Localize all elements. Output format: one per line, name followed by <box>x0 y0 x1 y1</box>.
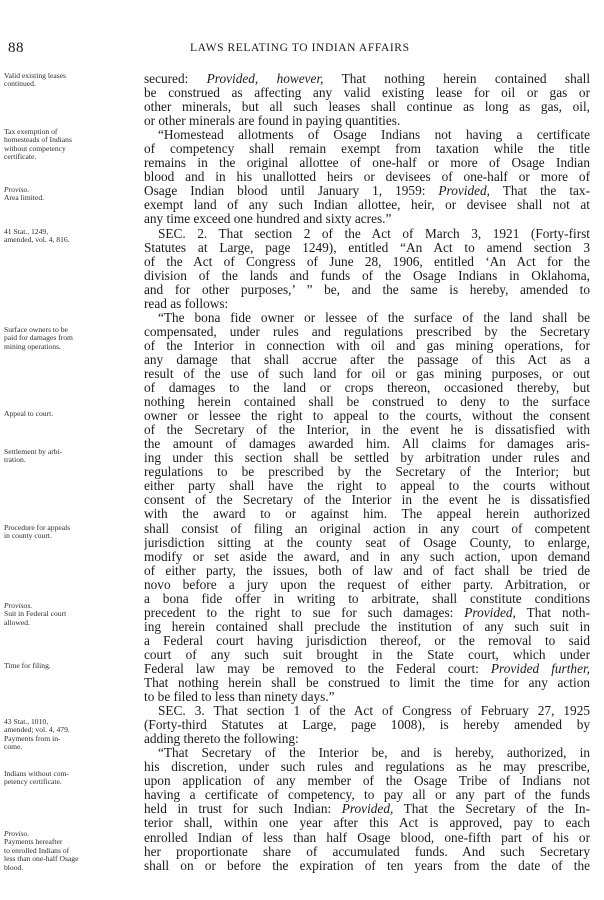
body-line: Federal law may be removed to the Federal court: Provided further, <box>144 661 590 676</box>
body-line: with the award to or against him. The appeal herein authorized <box>144 507 590 522</box>
margin-note-line: Appeal to court. <box>4 409 54 418</box>
margin-note-line: Time for filing. <box>4 661 51 670</box>
margin-note-line: homesteads of Indians <box>4 135 72 145</box>
body-line: secured: Provided, however, That nothing herein contained shall <box>144 72 590 86</box>
body-line: “Homestead allotments of Osage Indians not having a certificate <box>158 128 590 143</box>
margin-note-line: Proviso. <box>4 829 30 838</box>
margin-note <box>4 72 136 89</box>
page-number: 88 <box>8 40 24 56</box>
margin-note-line: Payments hereafter <box>4 837 63 847</box>
margin-note <box>4 128 136 162</box>
margin-note-line: Valid existing leases <box>4 71 67 80</box>
body-line: shall on or before the expiration of ten years from the date of the <box>144 858 590 873</box>
body-line: read as follows: <box>144 296 229 311</box>
margin-note-line: tration. <box>4 455 26 465</box>
margin-note-line: Payments from in- <box>4 733 61 743</box>
body-line: nothing herein contained shall be construed to deny to the surface <box>144 395 590 410</box>
body-line: and for other purposes,’ ” be, and the same is hereby, amended to <box>144 282 590 297</box>
body-line: his discretion, under such rules and regulations as he may prescribe, <box>144 760 590 775</box>
body-line: a bona fide offer in writing to arbitrate, shall constitute conditions <box>144 591 590 606</box>
margin-note <box>4 602 136 627</box>
margin-note <box>4 228 136 245</box>
body-line: division of the lands and funds of the Osage Indians in Oklahoma, <box>144 268 590 283</box>
margin-notes <box>4 0 138 900</box>
body-line: be construed as affecting any valid existing lease for oil or gas or <box>144 86 590 101</box>
body-line: remains in the original allottee of one-half or more of Osage Indian <box>144 156 590 171</box>
margin-note-line: 41 Stat., 1249, <box>4 227 49 236</box>
body-line: any time exceed one hundred and sixty acres.” <box>144 212 392 227</box>
body-line: SEC. 2. That section 2 of the Act of March 3, 1921 (Forty-first <box>158 226 590 241</box>
margin-note-line: less than one-half Osage <box>4 854 79 864</box>
body-line: a Federal court having jurisdiction thereof, or the removal to said <box>144 633 590 648</box>
body-line: court of any such suit brought in the State court, which under <box>144 647 590 662</box>
margin-note <box>4 186 136 203</box>
body-line: “That Secretary of the Interior be, and is hereby, authorized, in <box>158 746 590 761</box>
body-line: ing under this section shall be settled by arbitration under rules and <box>144 451 590 466</box>
body-line: or other minerals are found in paying quantities. <box>144 114 401 129</box>
margin-note <box>4 326 136 351</box>
body-line: of damages to the land or crops thereon, occasioned thereby, but <box>144 381 590 396</box>
body-line: shall consist of filing an original action in any court of competent <box>144 521 590 536</box>
body-line: terior shall, within one year after this Act is approved, pay to each <box>144 816 590 831</box>
body-line: jurisdiction sitting at the county seat of Osage County, to enlarge, <box>144 535 590 550</box>
body-line: other minerals, but all such leases shall continue as long as gas, oil, <box>144 100 590 115</box>
margin-note-line: Proviso. <box>4 185 30 194</box>
margin-note-line: petency certificate. <box>4 777 62 787</box>
margin-note <box>4 524 136 541</box>
body-line: of competency shall remain exempt from taxation while the title <box>144 142 590 157</box>
margin-note-line: allowed. <box>4 617 30 627</box>
margin-note-line: paid for damages from <box>4 333 73 343</box>
margin-note-line: amended, vol. 4, 816. <box>4 235 70 245</box>
margin-note <box>4 448 136 465</box>
body-line: Osage Indian blood until January 1, 1959: Provided, That the tax- <box>144 184 590 199</box>
body-line: owner or lessee the right to appeal to the courts, without the consent <box>144 409 590 424</box>
body-line: enrolled Indian of less than half Osage blood, one-fifth part of his or <box>144 830 590 845</box>
body-line: “The bona fide owner or lessee of the surface of the land shall be <box>158 310 590 325</box>
body-line: held in trust for such Indian: Provided, That the Secretary of the In- <box>144 802 590 817</box>
margin-note-line: Provisos. <box>4 601 33 610</box>
margin-note-line: Indians without com- <box>4 769 69 778</box>
body-text <box>144 72 590 873</box>
body-line: upon application of any member of the Osage Tribe of Indians not <box>144 774 590 789</box>
body-line: blood and in his unallotted heirs or devisees of one-half or more of <box>144 170 590 185</box>
running-head: LAWS RELATING TO INDIAN AFFAIRS <box>190 42 410 54</box>
margin-note <box>4 718 136 752</box>
margin-note-line: mining operations. <box>4 341 61 351</box>
margin-note-line: Settlement by arbi- <box>4 447 63 456</box>
body-line: adding thereto the following: <box>144 732 299 747</box>
body-line: of the Interior in connection with oil and gas mining operations, for <box>144 338 590 353</box>
body-line: any damage that shall accrue after the passage of this Act as a <box>144 352 590 367</box>
body-line: ing herein contained shall preclude the institution of any such suit in <box>144 619 590 634</box>
body-line: to be filed to less than ninety days.” <box>144 690 335 705</box>
body-line: consent of the Secretary of the Interior in the event he is dissatisfied <box>144 493 590 508</box>
margin-note <box>4 830 136 872</box>
margin-note-line: Procedure for appeals <box>4 523 71 532</box>
margin-note-line: without competency <box>4 143 66 153</box>
body-line: compensated, under rules and regulations prescribed by the Secretary <box>144 324 590 339</box>
body-line: result of the use of such land for oil or gas mining purposes, or out <box>144 366 590 381</box>
margin-note-line: in county court. <box>4 531 52 541</box>
margin-note-line: come. <box>4 742 23 752</box>
body-line: (Forty-third Statutes at Large, page 1008), is hereby amended by <box>144 718 590 733</box>
body-line: either party shall have the right to appeal to the courts without <box>144 479 590 494</box>
margin-note-line: 43 Stat., 1010, <box>4 717 49 726</box>
margin-note-line: to enrolled Indians of <box>4 845 70 855</box>
margin-note-line: Suit in Federal court <box>4 609 67 619</box>
body-line: her proportionate share of accumulated funds. And such Secretary <box>144 844 590 859</box>
margin-note-line: Area limited. <box>4 193 45 203</box>
margin-note <box>4 410 136 418</box>
body-line: precedent to the right to sue for such damages: Provided, That noth- <box>144 605 590 620</box>
margin-note-line: blood. <box>4 862 24 872</box>
margin-note-line: certificate. <box>4 152 37 162</box>
body-line: novo before a jury upon the request of either party. Arbitration, or <box>144 577 590 592</box>
margin-note-line: amended; vol. 4, 479. <box>4 725 70 735</box>
body-line: of the Act of Congress of June 28, 1906, entitled ‘An Act for the <box>144 254 590 269</box>
body-line: of either party, the issues, both of law and of fact shall be tried de <box>144 563 590 578</box>
body-line: That nothing herein shall be construed to limit the time for any action <box>144 676 590 691</box>
body-line: having a certificate of competency, to pay all or any part of the funds <box>144 788 590 803</box>
body-line: regulations to be prescribed by the Secretary of the Interior; but <box>144 465 590 480</box>
margin-note-line: Surface owners to be <box>4 325 68 334</box>
margin-note-line: Tax exemption of <box>4 127 58 136</box>
margin-note <box>4 770 136 787</box>
body-line: SEC. 3. That section 1 of the Act of Congress of February 27, 1925 <box>158 704 590 719</box>
margin-note <box>4 662 136 670</box>
body-line: exempt land of any such Indian allottee, heir, or devisee shall not at <box>144 198 590 213</box>
body-line: the amount of damages awarded him. All claims for damages aris- <box>144 437 590 452</box>
margin-note-line: continued. <box>4 79 36 89</box>
body-line: modify or set aside the award, and in any such action, upon demand <box>144 549 590 564</box>
body-line: Statutes at Large, page 1249), entitled “An Act to amend section 3 <box>144 240 590 255</box>
body-line: of the Secretary of the Interior, in the event he is dissatisfied with <box>144 423 590 438</box>
